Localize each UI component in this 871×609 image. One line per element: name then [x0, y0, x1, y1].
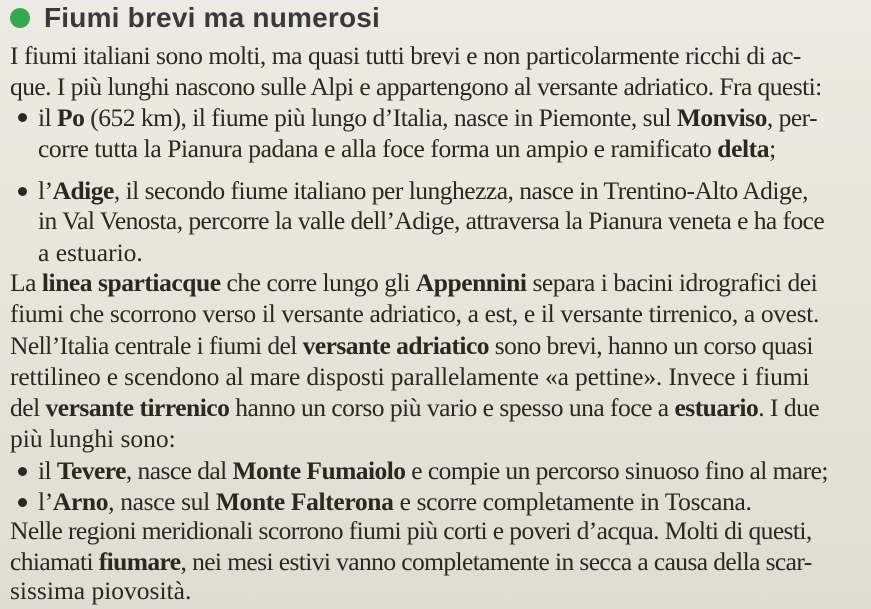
bold-term: Adige	[52, 176, 114, 205]
text-span: separa i bacini idrografici dei	[526, 268, 818, 297]
paragraph-line	[10, 516, 812, 546]
text-span: , il secondo fiume italiano per lunghezza, nasce in Trentino-Alto Adige,	[113, 176, 808, 205]
text-span: sissima piovosità.	[10, 576, 192, 605]
text-span: del	[10, 393, 46, 422]
paragraph-line	[10, 547, 812, 577]
text-span: a estuario.	[38, 238, 143, 267]
text-span: chiamati	[10, 547, 99, 576]
text-span: ;	[769, 134, 776, 163]
paragraph-line	[10, 576, 191, 606]
text-span: in Val Venosta, percorre la valle dell’Adige, attraversa la Pianura veneta e ha foce	[38, 206, 825, 235]
paragraph-line	[10, 362, 809, 392]
section-title: Fiumi brevi ma numerosi	[44, 2, 381, 33]
bold-term: versante tirrenico	[45, 393, 230, 422]
text-span: hanno un corso più vario e spesso una foce a	[229, 393, 675, 422]
text-span: Nell’Italia centrale i fiumi del	[10, 331, 303, 360]
list-item-continuation	[38, 238, 143, 268]
paragraph-line	[10, 331, 813, 361]
list-item	[38, 103, 817, 133]
text-span: fiumi che scorrono verso il versante adriatico, a est, e il versante tirrenico, a ovest.	[10, 299, 819, 328]
text-span: La	[10, 268, 42, 297]
text-span: sono brevi, hanno un corso quasi	[488, 331, 813, 360]
text-span: e compie un percorso sinuoso fino al mare;	[405, 456, 828, 485]
text-span: l’	[38, 176, 53, 205]
paragraph-line	[10, 268, 817, 298]
bullet-icon	[18, 187, 27, 196]
bold-term: Monte Falterona	[215, 487, 394, 516]
bold-term: Monte Fumaiolo	[232, 456, 406, 485]
list-item	[38, 487, 751, 517]
text-span: , nasce dal	[125, 456, 233, 485]
bold-term: Po	[57, 103, 85, 132]
list-item	[38, 176, 808, 206]
bold-term: Monviso	[676, 103, 767, 132]
list-item-continuation	[38, 134, 776, 164]
text-span: e scorre completamente in Toscana.	[393, 487, 752, 516]
green-bullet-icon	[10, 8, 30, 28]
text-span: , nasce sul	[108, 487, 216, 516]
bold-term: Arno	[52, 487, 109, 516]
list-item-continuation	[38, 206, 824, 236]
text-span: , nei mesi estivi vanno completamente in secca a causa della scar-	[180, 547, 812, 576]
bold-term: estuario	[674, 393, 759, 422]
text-span: più lunghi sono:	[10, 424, 176, 453]
bullet-icon	[18, 467, 27, 476]
bold-term: Appennini	[415, 268, 527, 297]
text-span: il	[38, 456, 57, 485]
text-span: che corre lungo gli	[220, 268, 416, 297]
text-span: rettilineo e scendono al mare disposti parallelamente «a pettine». Invece i fiumi	[10, 362, 810, 391]
text-span: , per-	[766, 103, 818, 132]
paragraph-line	[10, 41, 801, 71]
bold-term: fiumare	[98, 547, 181, 576]
bold-term: Tevere	[56, 456, 126, 485]
text-span: I fiumi italiani sono molti, ma quasi tutti brevi e non particolarmente ricchi di ac-	[10, 41, 801, 70]
bold-term: delta	[717, 134, 770, 163]
text-span: . I due	[758, 393, 820, 422]
paragraph-line	[10, 393, 819, 423]
text-span: Nelle regioni meridionali scorrono fiumi più corti e poveri d’acqua. Molti di questi,	[10, 516, 812, 545]
bullet-icon	[18, 498, 27, 507]
bold-term: linea spartiacque	[41, 268, 221, 297]
bold-term: versante adriatico	[302, 331, 489, 360]
paragraph-line	[10, 72, 822, 102]
text-span: (652 km), il fiume più lungo d’Italia, nasce in Piemonte, sul	[84, 103, 677, 132]
list-item	[38, 456, 828, 486]
text-span: il	[38, 103, 58, 132]
text-span: que. I più lunghi nascono sulle Alpi e appartengono al versante adriatico. Fra questi:	[10, 72, 822, 101]
paragraph-line	[10, 299, 819, 329]
paragraph-line	[10, 424, 176, 454]
text-span: l’	[38, 487, 53, 516]
text-span: corre tutta la Pianura padana e alla foce forma un ampio e ramificato	[38, 134, 718, 163]
section-heading	[10, 0, 380, 36]
bullet-icon	[18, 113, 27, 122]
